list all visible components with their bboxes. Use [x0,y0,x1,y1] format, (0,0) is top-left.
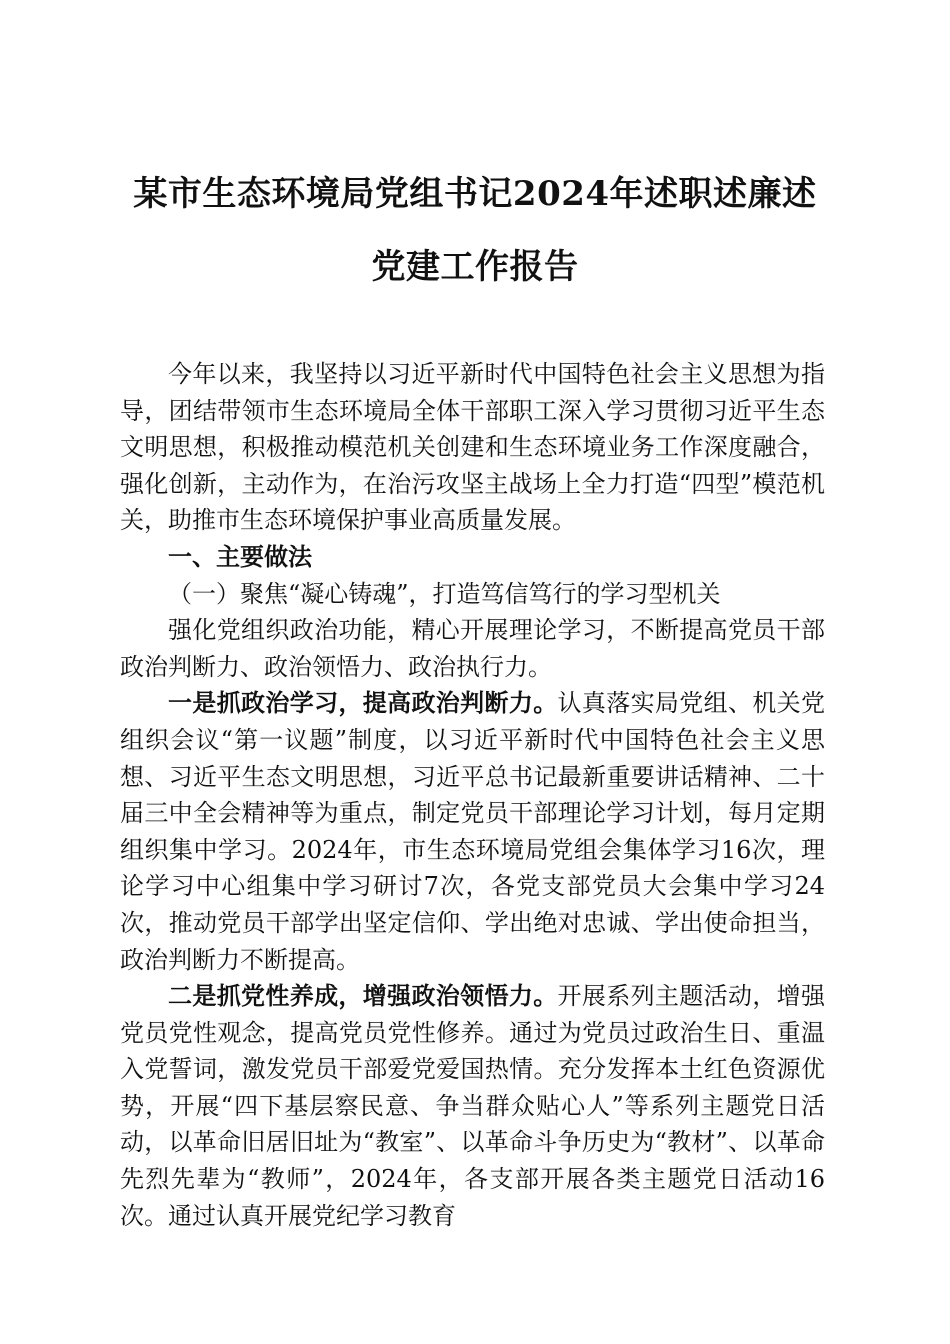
document-title-line-1: 某市生态环境局党组书记2024年述职述廉述 [133,174,817,214]
subsection-heading-learning-organ: （一）聚焦“凝心铸魂”，打造笃信笃行的学习型机关 [168,579,721,608]
point-two-body: 开展系列主题活动，增强党员党性观念，提高党员党性修养。通过为党员过政治生日、重温入党誓词，激发党员干部爱党爱国热情。充分发挥本土红色资源优势，开展“四下基层察民意、争当群众贴心人”等系列主题党日活动，以革命旧居旧址为“教室”、以革命斗争历史为“教材”、以革命先烈先辈为“教师”，2024年，各支部开展各类主题党日活动16次。通过认真开展党纪学习教育 [120,982,826,1230]
intro-paragraph: 今年以来，我坚持以习近平新时代中国特色社会主义思想为指导，团结带领市生态环境局全体干部职工深入学习贯彻习近平生态文明思想，积极推动模范机关创建和生态环境业务工作深度融合，强化创新，主动作为，在治污攻坚主战场上全力打造“四型”模范机关，助推市生态环境保护事业高质量发展。 [120,360,825,535]
point-one-lead: 一是抓政治学习，提高政治判断力。 [168,688,558,718]
document-body [120,356,825,1234]
point-two-paragraph [120,978,825,1234]
section-heading-main-practices: 一、主要做法 [168,541,312,571]
document-title-line-2: 党建工作报告 [371,247,579,287]
point-two-lead: 二是抓党性养成，增强政治领悟力。 [168,981,558,1011]
point-one-body: 认真落实局党组、机关党组织会议“第一议题”制度，以习近平新时代中国特色社会主义思想、习近平生态文明思想，习近平总书记最新重要讲话精神、二十届三中全会精神等为重点，制定党员干部理论学习计划，每月定期组织集中学习。2024年，市生态环境局党组会集体学习16次，理论学习中心组集中学习研讨7次，各党支部党员大会集中学习24次，推动党员干部学出坚定信仰、学出绝对忠诚、学出使命担当，政治判断力不断提高。 [120,689,826,974]
subsection-intro-paragraph: 强化党组织政治功能，精心开展理论学习，不断提高党员干部政治判断力、政治领悟力、政治执行力。 [120,616,825,681]
point-one-paragraph [120,685,825,978]
